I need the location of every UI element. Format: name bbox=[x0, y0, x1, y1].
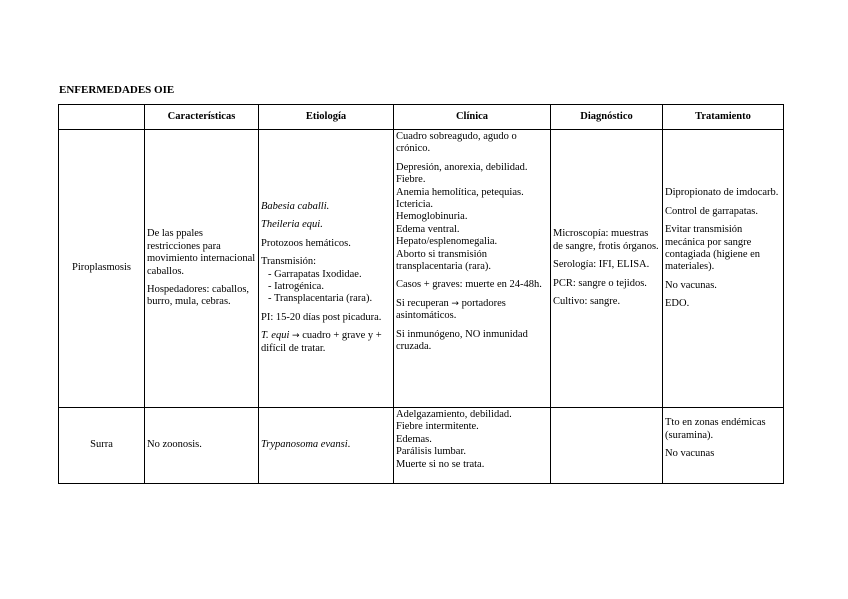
pi-text: PI: 15-20 días post picadura. bbox=[261, 311, 382, 323]
header-etiologia: Etiología bbox=[259, 105, 394, 130]
list-item: Hepato/esplenomegalia. bbox=[396, 236, 498, 248]
clinica-severe: Casos + graves: muerte en 24-48h. bbox=[396, 279, 542, 291]
table-row bbox=[59, 408, 784, 484]
page-title: ENFERMEDADES OIE bbox=[59, 84, 175, 96]
diag-item: Cultivo: sangre. bbox=[553, 296, 621, 308]
list-item: Fiebre intermitente. bbox=[396, 421, 479, 433]
oie-diseases-table bbox=[58, 104, 784, 484]
treat-item: Control de garrapatas. bbox=[665, 205, 759, 217]
cell-clinica bbox=[394, 408, 551, 484]
cell-diagnostico bbox=[551, 408, 663, 484]
t-equi-text: cuadro + grave y + difícil de tratar. bbox=[261, 330, 382, 354]
diag-item: Serología: IFI, ELISA. bbox=[553, 259, 650, 271]
header-empty bbox=[59, 105, 145, 130]
cell-caracteristicas: No zoonosis. bbox=[145, 408, 259, 484]
species-trypanosoma: Trypanosoma evansi bbox=[261, 439, 348, 451]
header-clinica: Clínica bbox=[394, 105, 551, 130]
species-babesia: Babesia caballi. bbox=[261, 200, 330, 212]
disease-name: Piroplasmosis bbox=[59, 130, 145, 408]
list-item: Fiebre. bbox=[396, 174, 426, 186]
t-equi-species: T. equi bbox=[261, 330, 290, 342]
cell-etiologia bbox=[259, 130, 394, 408]
recovery-post: portadores asintomáticos. bbox=[396, 297, 506, 322]
list-item: Ictericia. bbox=[396, 199, 434, 211]
list-item: Depresión, anorexia, debilidad. bbox=[396, 161, 528, 173]
species-theileria: Theileria equi. bbox=[261, 219, 323, 231]
arrow-icon: → bbox=[451, 298, 459, 309]
treat-item: Dipropionato de imdocarb. bbox=[665, 187, 779, 199]
clinica-signs bbox=[396, 162, 548, 274]
cell-tratamiento bbox=[663, 130, 784, 408]
clinica-immunity: Si inmunógeno, NO inmunidad cruzada. bbox=[396, 328, 528, 353]
hospedadores-text: Hospedadores: caballos, burro, mula, cebras. bbox=[147, 283, 250, 308]
list-item: Adelgazamiento, debilidad. bbox=[396, 409, 512, 420]
disease-name: Surra bbox=[59, 408, 145, 484]
treat-item: EDO. bbox=[665, 298, 690, 310]
list-item: Parálisis lumbar. bbox=[396, 446, 466, 458]
treat-item: No vacunas. bbox=[665, 279, 717, 291]
header-caracteristicas: Características bbox=[145, 105, 259, 130]
diag-item: Microscopía: muestras de sangre, frotis órganos. bbox=[553, 228, 659, 252]
recovery-pre: Si recuperan bbox=[396, 297, 449, 309]
cell-etiologia bbox=[259, 408, 394, 484]
list-item: - Transplacentaria (rara). bbox=[261, 293, 391, 305]
treat-item: Tto en zonas endémicas (suramina). bbox=[665, 417, 766, 441]
list-item: Hemoglobinuria. bbox=[396, 211, 468, 223]
cell-tratamiento bbox=[663, 408, 784, 484]
cell-caracteristicas bbox=[145, 130, 259, 408]
list-item: Edema ventral. bbox=[396, 223, 460, 235]
list-item: - Iatrogénica. bbox=[261, 281, 391, 293]
caracteristicas-text: De las ppales restricciones para movimiento internacional caballos. bbox=[147, 228, 256, 277]
list-item: Anemia hemolítica, petequias. bbox=[396, 186, 524, 198]
list-item: Muerte si no se trata. bbox=[396, 458, 485, 470]
transmision-block bbox=[261, 256, 391, 306]
list-item: - Garrapatas Ixodidae. bbox=[261, 269, 391, 281]
list-item: Aborto si transmisión transplacentaria (rara). bbox=[396, 248, 492, 273]
diag-item: PCR: sangre o tejidos. bbox=[553, 277, 647, 289]
treat-item: Evitar transmisión mecánica por sangre contagiada (higiene en materiales). bbox=[665, 224, 761, 273]
etiologia-suffix: . bbox=[347, 439, 351, 451]
clinica-course: Cuadro sobreagudo, agudo o crónico. bbox=[396, 131, 517, 155]
arrow-icon: → bbox=[292, 331, 300, 342]
table-row bbox=[59, 130, 784, 408]
t-equi-note bbox=[261, 330, 391, 355]
agent-text: Protozoos hemáticos. bbox=[261, 237, 351, 249]
header-row bbox=[59, 105, 784, 130]
cell-clinica bbox=[394, 130, 551, 408]
list-item: Edemas. bbox=[396, 433, 432, 445]
cell-diagnostico bbox=[551, 130, 663, 408]
header-diagnostico: Diagnóstico bbox=[551, 105, 663, 130]
transmision-title: Transmisión: bbox=[261, 256, 317, 268]
treat-item: No vacunas bbox=[665, 448, 715, 460]
header-tratamiento: Tratamiento bbox=[663, 105, 784, 130]
clinica-recovery bbox=[396, 298, 548, 323]
